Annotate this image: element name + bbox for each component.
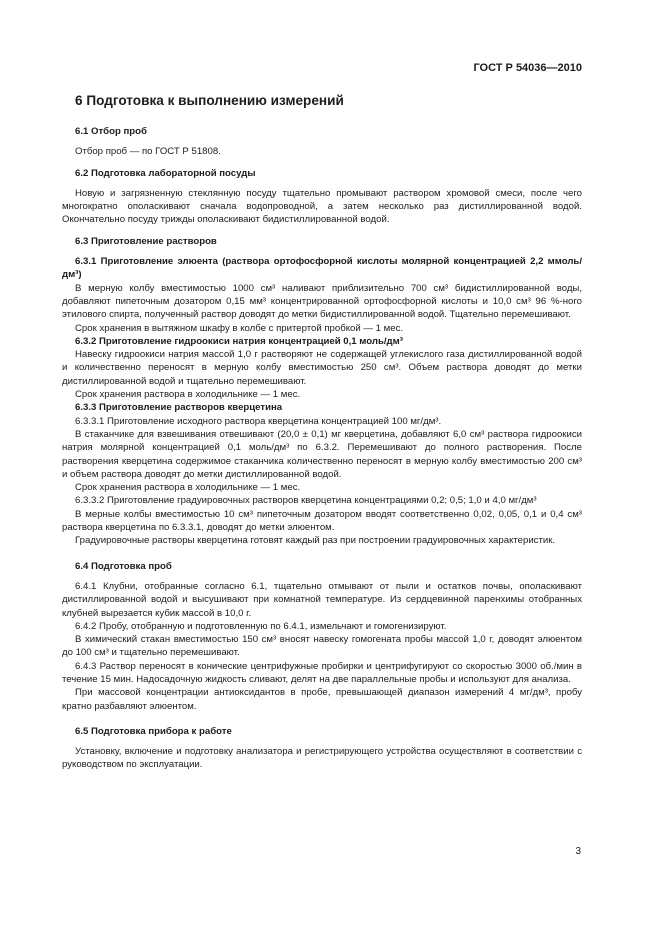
document-body [62, 93, 582, 772]
section-6-title: 6 Подготовка к выполнению измерений [75, 93, 344, 108]
section-6-4-title: 6.4 Подготовка проб [75, 560, 172, 572]
section-6-3-3-1-paragraph-3: Срок хранения раствора в холодильнике — 1 мес. [75, 482, 301, 494]
section-6-3-1-title: 6.3.1 Приготовление элюента (раствора ортофосфорной кислоты молярной концентрацией 2,2 ммоль/дм³) [62, 256, 582, 281]
section-6-3-2-title: 6.3.2 Приготовление гидроокиси натрия концентрацией 0,1 моль/дм³ [75, 335, 403, 347]
section-6-4-paragraph-5: При массовой концентрации антиоксидантов в пробе, превышающей диапазон измерений 4 мг/дм³, пробу кратно разбавляют элюентом. [62, 687, 582, 712]
section-6-4-paragraph-1: 6.4.1 Клубни, отобранные согласно 6.1, тщательно отмывают от пыли и остатков почвы, ополаскивают дистиллированной водой и высушивают при комнатной температуре. Из сердцевинной паренхимы отобранных клубней вырезается кубик массой в 10,0 г. [62, 580, 582, 619]
section-6-5-paragraph: Установку, включение и подготовку анализатора и регистрирующего устройства осуществляют в соответствии с руководством по эксплуатации. [62, 746, 582, 771]
section-6-4-paragraph-4: 6.4.3 Раствор переносят в конические центрифужные пробирки и центрифугируют со скоростью 3000 об./мин в течение 15 мин. Надосадочную жидкость сливают, делят на две параллельные пробы и используют для анализа. [62, 660, 582, 685]
section-6-1-title: 6.1 Отбор проб [75, 126, 147, 137]
section-6-3-1-paragraph-1: В мерную колбу вместимостью 1000 см³ наливают приблизительно 700 см³ бидистиллированной воды, добавляют пипеточным дозатором 0,15 мм³ концентрированной ортофосфорной кислоты и 10,0 см³ 96 %-ного этилового спирта, полученный раствор доводят до метки бидистиллированной водой. Тщательно перемешивают. [62, 282, 582, 321]
section-6-5-title: 6.5 Подготовка прибора к работе [75, 725, 232, 737]
page-number: 3 [575, 846, 581, 857]
section-6-3-3-1-paragraph-1: 6.3.3.1 Приготовление исходного раствора кверцетина концентрацией 100 мг/дм³. [75, 415, 442, 427]
section-6-3-title: 6.3 Приготовление растворов [75, 235, 217, 247]
section-6-3-3-2-paragraph-3: Градуировочные растворы кверцетина готовят каждый раз при построении градуировочных характеристик. [75, 535, 556, 547]
section-6-3-3-1-paragraph-2: В стаканчике для взвешивания отвешивают (20,0 ± 0,1) мг кверцетина, добавляют 6,0 см³ раствора гидроокиси натрия молярной концентрацией 0,1 моль/дм³ по 6.3.2. Перемешивают до полного растворения. После растворения кверцетина содержимое стаканчика количественно переносят в мерную колбу вместимостью 200 см³ и объем раствора доводят до метки дистиллированной водой. [62, 428, 582, 480]
section-6-3-1-paragraph-2: Срок хранения в вытяжном шкафу в колбе с притертой пробкой — 1 мес. [75, 322, 404, 334]
section-6-3-3-2-paragraph-1: 6.3.3.2 Приготовление градуировочных растворов кверцетина концентрациями 0,2; 0,5; 1,0 и 4,0 мг/дм³ [75, 495, 537, 507]
section-6-2-title: 6.2 Подготовка лабораторной посуды [75, 167, 256, 179]
document-header: ГОСТ Р 54036—2010 [473, 62, 582, 74]
section-6-3-3-title: 6.3.3 Приготовление растворов кверцетина [75, 402, 283, 414]
section-6-4-paragraph-2: 6.4.2 Пробу, отобранную и подготовленную по 6.4.1, измельчают и гомогенизируют. [75, 620, 447, 632]
section-6-3-2-paragraph-2: Срок хранения раствора в холодильнике — 1 мес. [75, 389, 301, 401]
section-6-2-paragraph: Новую и загрязненную стеклянную посуду тщательно промывают раствором хромовой смеси, после чего многократно ополаскивают сначала водопроводной, а затем несколько раз дистиллированной водой. Окончательно посуду трижды ополаскивают бидистиллированной водой. [62, 187, 582, 226]
section-6-3-2-paragraph-1: Навеску гидроокиси натрия массой 1,0 г растворяют не содержащей углекислого газа дистиллированной водой и количественно переносят в мерную колбу вместимостью 250 см³. Объем раствора доводят до метки дистиллированной водой и тщательно перемешивают. [62, 349, 582, 387]
section-6-4-paragraph-3: В химический стакан вместимостью 150 см³ вносят навеску гомогената пробы массой 1,0 г, доводят элюентом до 100 см³ и тщательно перемешивают. [62, 634, 582, 659]
section-6-1-paragraph: Отбор проб — по ГОСТ Р 51808. [75, 146, 221, 158]
section-6-3-3-2-paragraph-2: В мерные колбы вместимостью 10 см³ пипеточным дозатором вводят соответственно 0,02, 0,05, 0,1 и 0,4 см³ раствора кверцетина по 6.3.3.1, доводят до метки элюентом. [62, 508, 582, 534]
